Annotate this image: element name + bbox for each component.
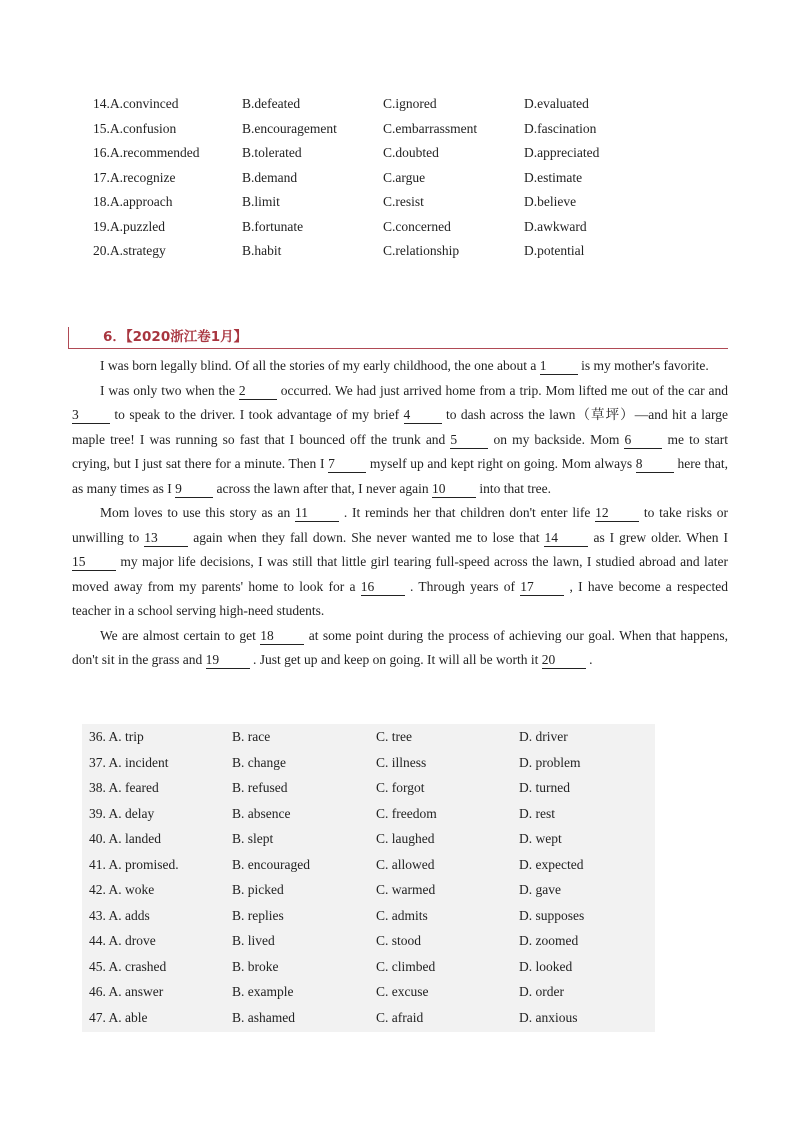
option-choice: D.potential (524, 243, 585, 258)
option-choice: B. race (232, 729, 271, 744)
option-choice: 40. A. landed (89, 831, 161, 846)
option-choice: 47. A. able (89, 1009, 148, 1025)
passage-text: on my backside. Mom (488, 431, 625, 447)
blank-4: 4 (404, 407, 442, 424)
option-choice: B. slept (232, 831, 274, 846)
option-choice: C. tree (376, 729, 412, 744)
option-choice: 45. A. crashed (89, 958, 167, 974)
option-choice: B. replies (232, 907, 284, 923)
option-choice: D. supposes (519, 907, 585, 923)
option-choice: B.tolerated (242, 145, 302, 160)
option-choice: D.awkward (524, 218, 587, 234)
option-choice: D. zoomed (519, 933, 579, 948)
passage-text: here that, as many times as I (72, 456, 729, 496)
option-choice: 17.A.recognize (93, 169, 176, 185)
option-choice: C.embarrassment (383, 120, 478, 136)
option-row (89, 852, 639, 878)
option-choice: D. problem (519, 754, 581, 770)
option-choice: 38. A. feared (89, 780, 159, 795)
option-choice: C. forgot (376, 780, 425, 795)
blank-15: 15 (72, 554, 116, 571)
passage-text: Mom loves to use this story as an (100, 505, 296, 520)
option-choice: B. picked (232, 882, 284, 897)
option-choice: C. allowed (376, 856, 435, 872)
option-choice: C.ignored (383, 96, 437, 111)
blank-1: 1 (540, 358, 578, 375)
options-table-36-47 (82, 724, 655, 1032)
passage-text: across the lawn after that, I never again (213, 480, 433, 496)
option-choice: B. refused (232, 780, 288, 795)
option-row (89, 724, 639, 750)
passage-text: to take risks or unwilling to (72, 505, 728, 545)
option-row (89, 903, 639, 929)
option-choice: D. rest (519, 805, 555, 821)
option-choice: B.limit (242, 194, 280, 209)
option-choice: 36. A. trip (89, 729, 144, 744)
option-choice: 44. A. drove (89, 933, 156, 948)
option-choice: D. driver (519, 729, 568, 744)
option-choice: B. broke (232, 958, 279, 974)
option-row (93, 117, 644, 142)
blank-5: 5 (450, 432, 488, 449)
passage-text: . (585, 652, 593, 667)
blank-7: 7 (328, 456, 366, 473)
option-choice: C.doubted (383, 145, 439, 160)
option-row (89, 750, 639, 776)
option-choice: C. afraid (376, 1009, 424, 1025)
passage-text: me to start crying, but I just sat there for a minute. Then I (72, 431, 728, 471)
passage-paragraph (72, 379, 728, 502)
option-choice: 37. A. incident (89, 754, 169, 770)
passage-paragraph (72, 501, 728, 624)
passage-text: . Just get up and keep on going. It will all be worth it (249, 652, 542, 667)
option-choice: D. turned (519, 780, 570, 795)
option-choice: 42. A. woke (89, 882, 155, 897)
option-row (89, 979, 639, 1005)
passage-text: to speak to the driver. I took advantage of my brief (110, 407, 404, 422)
option-choice: B. lived (232, 933, 275, 948)
option-choice: C. climbed (376, 958, 436, 974)
blank-16: 16 (361, 579, 405, 596)
passage-text: my major life decisions, I was still that little girl tearing full-speed across the lawn, I studied abroad and later moved away from my parents' home to look for a (72, 554, 728, 594)
option-choice: B. absence (232, 805, 291, 821)
option-choice: 18.A.approach (93, 194, 173, 209)
passage-text: . Through years of (404, 578, 521, 594)
passage-text: , I have become a respected teacher in a school serving high-need students. (72, 578, 728, 618)
blank-12: 12 (595, 505, 639, 522)
option-row (93, 141, 644, 166)
passage-text: as I grew older. When I (588, 529, 728, 545)
blank-10: 10 (432, 481, 476, 498)
option-choice: B. encouraged (232, 856, 310, 872)
option-choice: 19.A.puzzled (93, 218, 165, 234)
options-list-14-20 (93, 92, 644, 264)
blank-13: 13 (144, 530, 188, 547)
option-choice: D. expected (519, 856, 584, 872)
option-choice: 20.A.strategy (93, 243, 166, 258)
option-row (89, 775, 639, 801)
passage-text: myself up and kept right on going. Mom always (366, 456, 636, 471)
blank-11: 11 (295, 505, 339, 522)
option-choice: B.fortunate (242, 218, 304, 234)
option-choice: D.fascination (524, 120, 597, 136)
option-row (89, 801, 639, 827)
passage-text: into that tree. (476, 480, 551, 496)
blank-9: 9 (175, 481, 213, 498)
passage-text: We are almost certain to get (100, 627, 261, 643)
option-choice: D.appreciated (524, 145, 600, 160)
option-choice: C.resist (383, 194, 424, 209)
blank-3: 3 (72, 407, 110, 424)
passage-text: occurred. We had just arrived home from a trip. Mom lifted me out of the car and (276, 382, 728, 398)
option-choice: B.demand (242, 169, 298, 185)
option-choice: 43. A. adds (89, 907, 150, 923)
option-choice: C. admits (376, 907, 428, 923)
option-choice: C. laughed (376, 831, 435, 846)
option-choice: C. freedom (376, 805, 437, 821)
option-choice: C.argue (383, 169, 426, 185)
option-choice: B. change (232, 754, 286, 770)
option-choice: D. looked (519, 958, 573, 974)
option-choice: C. illness (376, 754, 427, 770)
option-row (89, 928, 639, 954)
passage-text: to dash across the lawn（草坪）—and hit a large maple tree! I was running so fast that I bounced off the trunk and (72, 407, 728, 447)
option-choice: D.estimate (524, 169, 583, 185)
passage-text: is my mother's favorite. (577, 358, 709, 373)
passage-text: at some point during the process of achieving our goal. When that happens, don't sit in the grass and (72, 627, 728, 667)
blank-20: 20 (542, 652, 586, 669)
blank-6: 6 (624, 432, 662, 449)
option-choice: D.evaluated (524, 96, 589, 111)
blank-14: 14 (544, 530, 588, 547)
option-row (89, 877, 639, 903)
option-row (93, 190, 644, 215)
option-choice: B. ashamed (232, 1009, 295, 1025)
passage-text: I was born legally blind. Of all the stories of my early childhood, the one about a (100, 358, 540, 373)
cloze-passage (72, 354, 728, 673)
option-choice: C.concerned (383, 218, 451, 234)
option-choice: C.relationship (383, 243, 460, 258)
blank-17: 17 (520, 579, 564, 596)
blank-8: 8 (636, 456, 674, 473)
option-choice: 41. A. promised. (89, 856, 179, 872)
option-choice: B.defeated (242, 96, 301, 111)
blank-18: 18 (260, 628, 304, 645)
option-choice: B. example (232, 984, 294, 999)
option-choice: D. anxious (519, 1009, 578, 1025)
passage-text: . It reminds her that children don't enter life (339, 505, 596, 520)
option-choice: B.encouragement (242, 120, 337, 136)
option-row (89, 826, 639, 852)
passage-paragraph (72, 354, 728, 379)
option-row (93, 92, 644, 117)
option-choice: 46. A. answer (89, 984, 164, 999)
option-row (93, 166, 644, 191)
option-row (89, 1005, 639, 1031)
option-row (93, 239, 644, 264)
passage-text: again when they fall down. She never wanted me to lose that (188, 529, 545, 545)
section-title: 6．【2020浙江卷1月】 (103, 329, 248, 345)
option-choice: D.believe (524, 194, 577, 209)
option-choice: B.habit (242, 243, 282, 258)
option-choice: C. warmed (376, 882, 436, 897)
option-choice: 14.A.convinced (93, 96, 179, 111)
option-choice: C. stood (376, 933, 422, 948)
blank-19: 19 (206, 652, 250, 669)
option-row (89, 954, 639, 980)
option-choice: 15.A.confusion (93, 120, 177, 136)
passage-text: I was only two when the (100, 382, 239, 398)
option-choice: D. gave (519, 882, 561, 897)
blank-2: 2 (239, 383, 277, 400)
option-choice: 16.A.recommended (93, 145, 200, 160)
section-header (68, 327, 728, 349)
passage-paragraph (72, 624, 728, 673)
option-choice: C. excuse (376, 984, 429, 999)
option-choice: D. order (519, 984, 564, 999)
option-row (93, 215, 644, 240)
option-choice: 39. A. delay (89, 805, 155, 821)
option-choice: D. wept (519, 831, 562, 846)
